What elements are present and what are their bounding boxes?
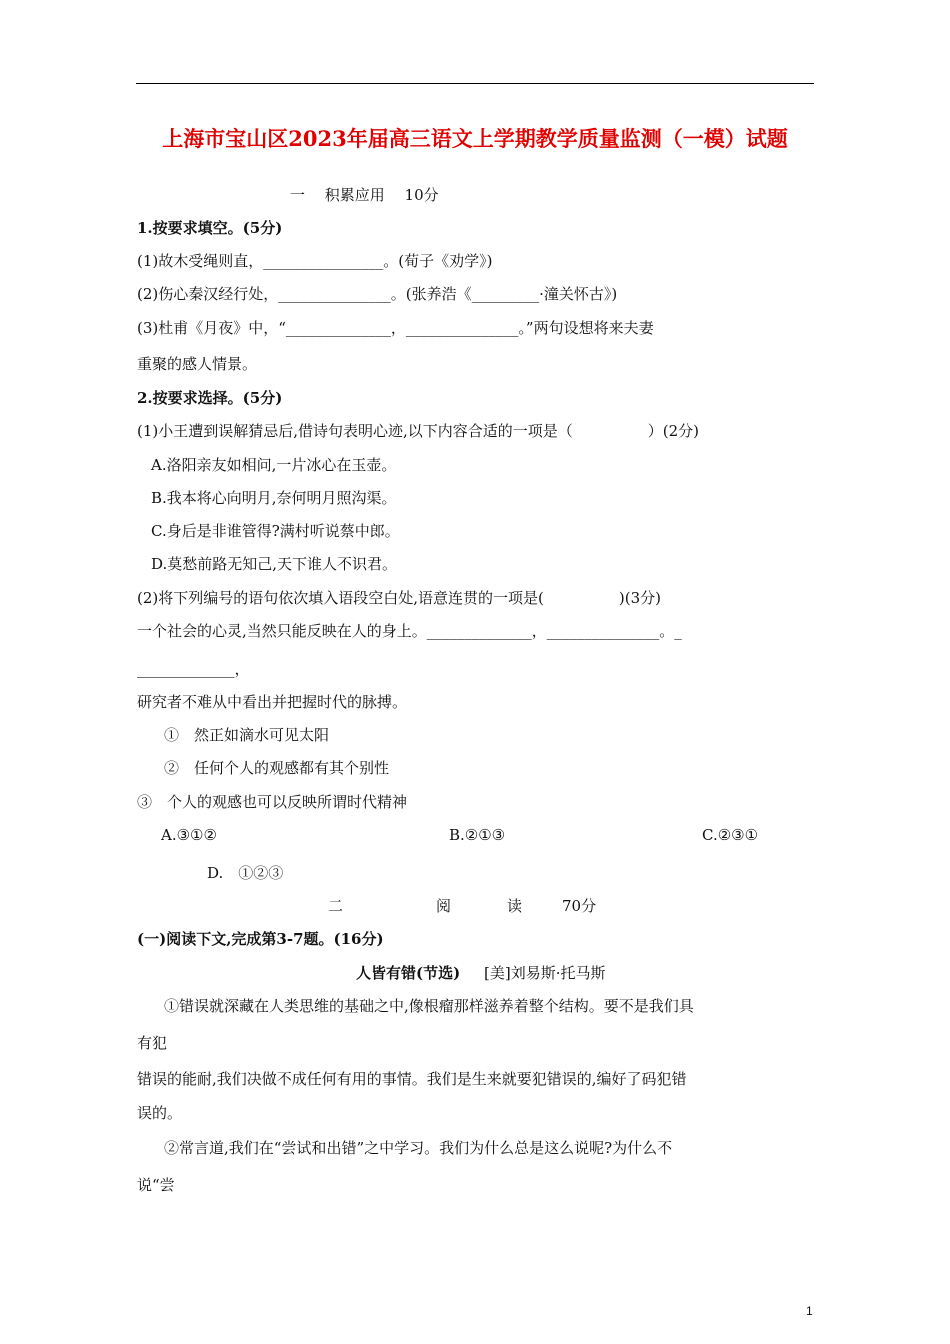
q2-part2-stem: (2)将下列编号的语句依次填入语段空白处,语意连贯的一项是( )(3分) (137, 589, 661, 607)
q2-part1-option-a: A.洛阳亲友如相问,一片冰心在玉壶。 (151, 456, 397, 474)
article-paragraph-2-cont: 说“尝 (137, 1176, 175, 1194)
q2-sentence-1: ① 然正如滴水可见太阳 (164, 726, 330, 744)
q2-choice-d: D. ①②③ (207, 864, 284, 882)
q2-part1-stem: (1)小王遭到误解猜忌后,借诗句表明心迹,以下内容合适的一项是（ ）(2分) (137, 422, 700, 440)
reading-sub-stem: (一)阅读下文,完成第3-7题。(16分) (137, 930, 384, 948)
article-paragraph-1-cont-3: 误的。 (137, 1104, 183, 1122)
q2-part1-option-d: D.莫愁前路无知己,天下谁人不识君。 (151, 555, 398, 573)
q2-sentence-3: ③ 个人的观感也可以反映所谓时代精神 (137, 793, 408, 811)
section2-heading-part-2: 阅 (436, 897, 452, 915)
article-author: [美]刘易斯·托马斯 (484, 964, 606, 982)
section1-heading: 一 积累应用 10分 (290, 186, 439, 204)
q2-choice-c: C.②③① (702, 826, 759, 844)
section2-heading-part-3: 读 (507, 897, 523, 915)
article-paragraph-1-cont: 有犯 (137, 1034, 168, 1052)
article-paragraph-1-cont-2: 错误的能耐,我们决做不成任何有用的事情。我们是生来就要犯错误的,编好了码犯错 (137, 1070, 687, 1088)
article-paragraph-1: ①错误就深藏在人类思维的基础之中,像根瘤那样滋养着整个结构。要不是我们具 (164, 997, 694, 1015)
q1-item-3: (3)杜甫《月夜》中，“______________，_______________。”两句设想将来夫妻 (137, 319, 654, 337)
q1-stem: 1.按要求填空。(5分) (137, 219, 283, 237)
q1-item-3-cont: 重聚的感人情景。 (137, 355, 258, 373)
q2-choice-b: B.②①③ (449, 826, 506, 844)
q2-stem: 2.按要求选择。(5分) (137, 389, 283, 407)
q1-item-2: (2)伤心秦汉经行处，_______________。(张养浩《_________·潼关怀古》) (137, 285, 618, 303)
q2-sentence-2: ② 任何个人的观感都有其个别性 (164, 759, 390, 777)
section2-heading-part-4: 70分 (562, 897, 597, 915)
article-paragraph-2: ②常言道,我们在“尝试和出错”之中学习。我们为什么总是这么说呢?为什么不 (164, 1139, 673, 1157)
header-rule (136, 83, 814, 84)
q2-part2-passage-1: 一个社会的心灵,当然只能反映在人的身上。______________，_______________。_ (137, 622, 682, 640)
q2-part1-option-c: C.身后是非谁管得?满村听说蔡中郎。 (151, 522, 400, 540)
q2-choice-a: A.③①② (161, 826, 217, 844)
q2-part1-option-b: B.我本将心向明月,奈何明月照沟渠。 (151, 489, 397, 507)
q2-part2-passage-3: 研究者不难从中看出并把握时代的脉搏。 (137, 693, 408, 711)
q2-part2-passage-2: _____________， (137, 660, 250, 678)
section2-heading-part-1: 二 (328, 897, 344, 915)
article-title: 人皆有错(节选) (356, 964, 461, 982)
q1-item-1: (1)故木受绳则直，________________。(荀子《劝学》) (137, 252, 493, 270)
page-number: 1 (806, 1304, 813, 1318)
page-title: 上海市宝山区2023年届高三语文上学期教学质量监测（一模）试题 (162, 126, 788, 151)
